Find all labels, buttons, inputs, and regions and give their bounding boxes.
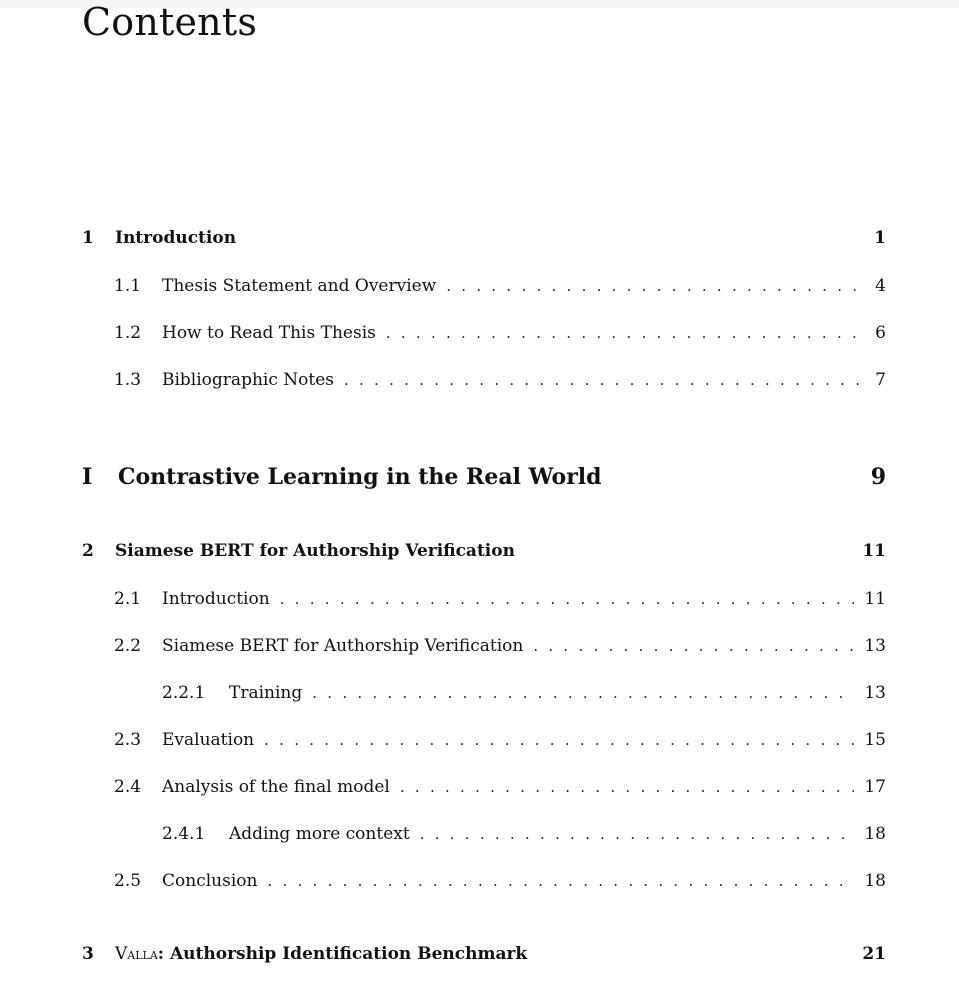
toc-label: Siamese BERT for Authorship Verification [115, 541, 515, 561]
toc-page-number: 9 [870, 464, 886, 490]
toc-label: Analysis of the final model [162, 777, 390, 797]
toc-page-number: 13 [864, 683, 886, 703]
toc-dot-leader [533, 637, 854, 655]
toc-chapter-3[interactable] [82, 944, 886, 964]
toc-label-smallcaps-name: Valla [115, 944, 158, 964]
toc-page-number: 17 [864, 777, 886, 797]
toc-dot-leader [312, 684, 854, 702]
toc-label: Introduction [162, 589, 270, 609]
toc-label: Introduction [115, 228, 237, 248]
toc-label: Conclusion [162, 871, 258, 891]
toc-label: Thesis Statement and Overview [162, 276, 437, 296]
toc-section-1-1[interactable] [114, 276, 886, 296]
toc-section-2-1[interactable] [114, 589, 886, 609]
toc-page-number: 18 [864, 824, 886, 844]
toc-label: Adding more context [229, 824, 410, 844]
toc-page-number: 21 [862, 944, 886, 964]
toc-section-2-3[interactable] [114, 730, 886, 750]
toc-number: 1.2 [114, 323, 142, 343]
toc-label: Siamese BERT for Authorship Verification [162, 636, 524, 656]
toc-page-number: 11 [862, 541, 886, 561]
toc-page-number: 13 [864, 636, 886, 656]
toc-page-number: 7 [875, 370, 886, 390]
toc-page-number: 18 [864, 871, 886, 891]
toc-number: 2.5 [114, 871, 142, 891]
toc-page-number: 6 [875, 323, 886, 343]
toc-page-number: 11 [864, 589, 886, 609]
toc-section-2-5[interactable] [114, 871, 886, 891]
toc-number: 2.4 [114, 777, 142, 797]
toc-label: Contrastive Learning in the Real World [118, 464, 602, 490]
toc-number: 1 [82, 228, 94, 248]
toc-section-2-4[interactable] [114, 777, 886, 797]
toc-label: How to Read This Thesis [162, 323, 376, 343]
toc-chapter-2[interactable] [82, 541, 886, 561]
toc-dot-leader [264, 731, 854, 749]
toc-number: 3 [82, 944, 94, 964]
page-title: Contents [82, 0, 258, 44]
toc-number: 1.1 [114, 276, 142, 296]
toc-label [115, 944, 527, 964]
toc-number: 2.2.1 [162, 683, 206, 703]
toc-label: Bibliographic Notes [162, 370, 334, 390]
toc-chapter-1[interactable] [82, 228, 886, 248]
toc-dot-leader [280, 590, 855, 608]
toc-number: 2.3 [114, 730, 142, 750]
toc-subsection-2-2-1[interactable] [162, 683, 886, 703]
toc-number: I [82, 464, 93, 490]
toc-page-number: 4 [875, 276, 886, 296]
toc-part-1[interactable] [82, 464, 886, 490]
toc-dot-leader [344, 371, 865, 389]
toc-section-2-2[interactable] [114, 636, 886, 656]
toc-page-number: 1 [874, 228, 886, 248]
toc-number: 2.4.1 [162, 824, 206, 844]
toc-number: 1.3 [114, 370, 142, 390]
toc-number: 2.2 [114, 636, 142, 656]
toc-section-1-2[interactable] [114, 323, 886, 343]
toc-number: 2.1 [114, 589, 142, 609]
toc-dot-leader [446, 277, 865, 295]
toc-number: 2 [82, 541, 94, 561]
toc-label-rest: : Authorship Identification Benchmark [157, 944, 528, 964]
toc-dot-leader [400, 778, 854, 796]
toc-label: Evaluation [162, 730, 255, 750]
toc-section-1-3[interactable] [114, 370, 886, 390]
toc-dot-leader [386, 324, 865, 342]
toc-page-number: 15 [864, 730, 886, 750]
toc-dot-leader [267, 872, 854, 890]
toc-subsection-2-4-1[interactable] [162, 824, 886, 844]
toc-label: Training [229, 683, 303, 703]
toc-dot-leader [420, 825, 855, 843]
